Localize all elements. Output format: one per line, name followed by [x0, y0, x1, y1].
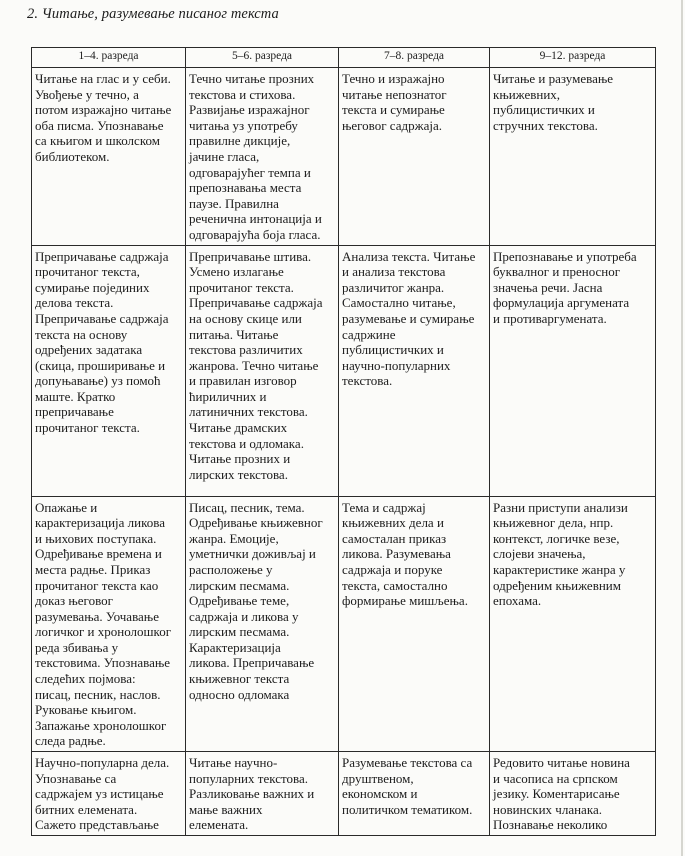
- scan-edge-line: [681, 0, 683, 856]
- header-row: [32, 48, 656, 68]
- table-cell: Писац, песник, тема. Одређивање књижевног жанра. Емоције, уметнички доживљај и расположење у лирским песмама. Одређивање теме, садржаја и ликова у лирским песмама. Карактеризација ликова. Препричавање књижевног текста односно одломака: [186, 496, 339, 752]
- column-header-grades-9-12: 9–12. разреда: [490, 48, 656, 68]
- table-cell: Анализа текста. Читање и анализа текстова различитог жанра. Самостално читање, разумевање и сумирање садржине публицистичких и научно-популарних текстова.: [339, 245, 490, 496]
- table-cell: Разни приступи анализи књижевног дела, нпр. контекст, логичке везе, слојеви значења, карактеристике жанра у одређеним књижевним епохама.: [490, 496, 656, 752]
- section-heading: 2. Читање, разумевање писаног текста: [27, 6, 279, 22]
- table-row: [32, 752, 656, 836]
- table-cell: Течно читање прозних текстова и стихова. Развијање изражајног читања уз употребу правилне дикције, јачине гласа, одговарајућег темпа и препознавања места паузе. Правилна реченична интонација и одговарајућа боја гласа.: [186, 68, 339, 246]
- table-cell: Препричавање штива. Усмено излагање прочитаног текста. Препричавање садржаја на основу скице или питања. Читање текстова различитих жанрова. Течно читање и правилан изговор ћириличних и латиничних текстова. Читање драмских текстова и одломака. Читање прозних и лирских текстова.: [186, 245, 339, 496]
- table-cell: Препознавање и употреба буквалног и преносног значења речи. Јасна формулација аргумената и противаргумената.: [490, 245, 656, 496]
- table-cell: Редовито читање новина и часописа на српском језику. Коментарисање новинских чланака. Познавање неколико: [490, 752, 656, 836]
- column-header-grades-5-6: 5–6. разреда: [186, 48, 339, 68]
- table-cell: Читање научно- популарних текстова. Разликовање важних и мање важних елемената.: [186, 752, 339, 836]
- table-cell: Читање на глас и у себи. Увођење у течно, а потом изражајно читање оба писма. Упознавање са књигом и школском библиотеком.: [32, 68, 186, 246]
- table-row: [32, 245, 656, 496]
- table-cell: Разумевање текстова са друштвеном, економском и политичком тематиком.: [339, 752, 490, 836]
- curriculum-table: [31, 47, 656, 836]
- column-header-grades-7-8: 7–8. разреда: [339, 48, 490, 68]
- column-header-grades-1-4: 1–4. разреда: [32, 48, 186, 68]
- table-cell: Препричавање садржаја прочитаног текста, сумирање појединих делова текста. Препричавање садржаја текста на основу одређених задатака (скица, проширивање и допуњавање) уз помоћ маште. Кратко препричавање прочитаног текста.: [32, 245, 186, 496]
- table-row: [32, 68, 656, 246]
- table-row: [32, 496, 656, 752]
- table-cell: Читање и разумевање књижевних, публицистичких и стручних текстова.: [490, 68, 656, 246]
- table-cell: Течно и изражајно читање непознатог текста и сумирање његовог садржаја.: [339, 68, 490, 246]
- table-cell: Научно-популарна дела. Упознавање са садржајем уз истицање битних елемената. Сажето представљање: [32, 752, 186, 836]
- table-cell: Тема и садржај књижевних дела и самосталан приказ ликова. Разумевања садржаја и поруке текста, самостално формирање мишљења.: [339, 496, 490, 752]
- table-cell: Опажање и карактеризација ликова и њихових поступака. Одређивање времена и места радње. Приказ прочитаног текста као доказ његовог разумевања. Уочавање логичког и хронолошког реда збивања у текстовима. Упознавање следећих појмова: писац, песник, наслов. Руковање књигом. Запажање хронолошког следа радње.: [32, 496, 186, 752]
